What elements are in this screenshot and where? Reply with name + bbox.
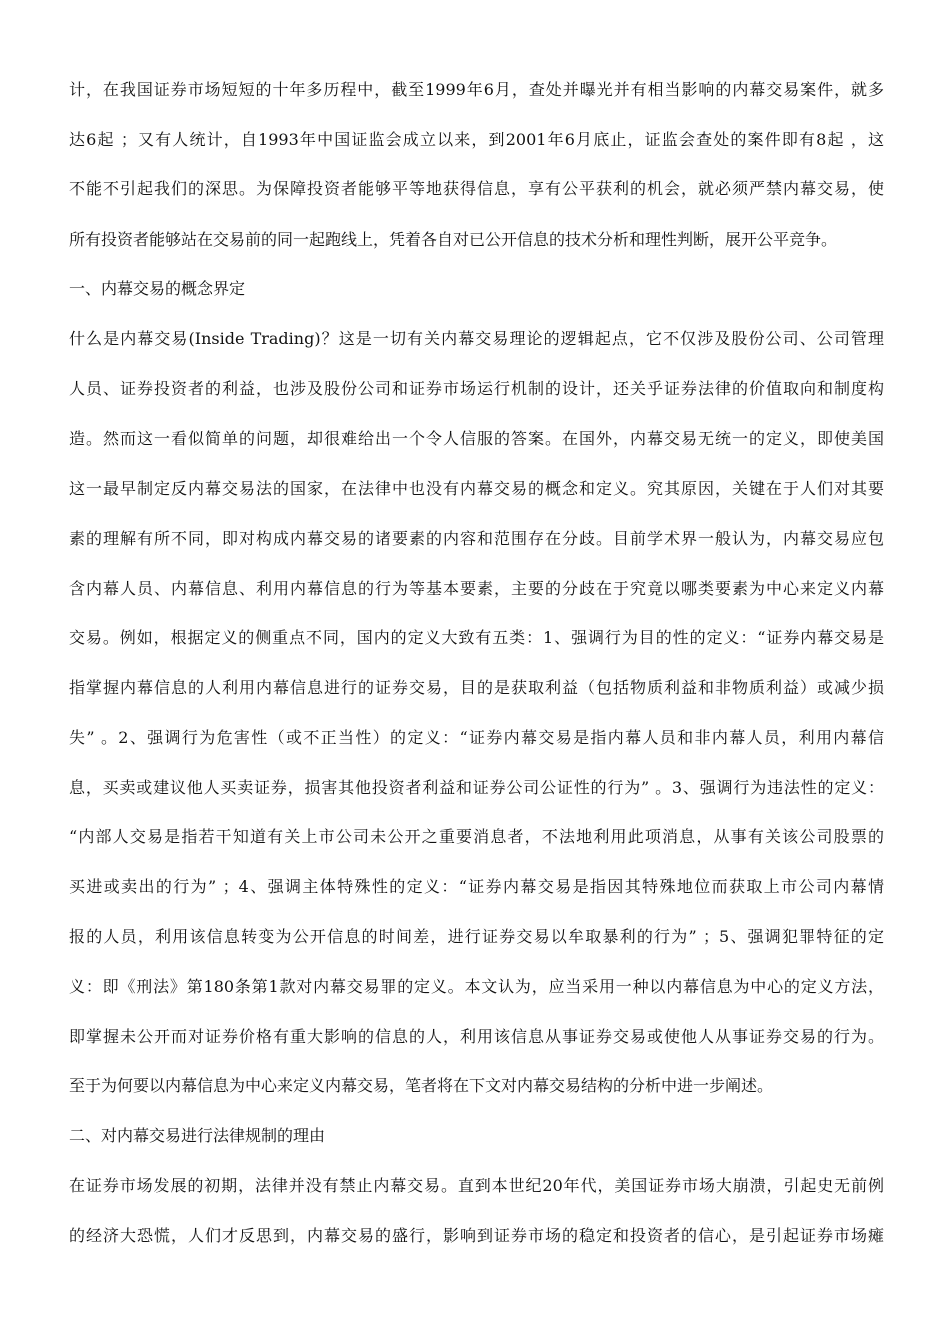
text-line: 素的理解有所不同，即对构成内幕交易的诸要素的内容和范围存在分歧。目前学术界一般认为，内幕交易应包 (69, 529, 884, 548)
text-line: 的经济大恐慌，人们才反思到，内幕交易的盛行，影响到证券市场的稳定和投资者的信心，是引起证券市场瘫 (69, 1226, 884, 1245)
text-line: 计，在我国证券市场短短的十年多历程中，截至1999年6月，查处并曝光并有相当影响的内幕交易案件，就多 (69, 80, 884, 99)
text-line: 买进或卖出的行为” ；4、强调主体特殊性的定义：“证券内幕交易是指因其特殊地位而获取上市公司内幕情 (69, 877, 884, 896)
text-line: 失” 。2、强调行为危害性（或不正当性）的定义：“证券内幕交易是指内幕人员和非内幕人员，利用内幕信 (69, 728, 884, 747)
text-line: 指掌握内幕信息的人利用内幕信息进行的证券交易，目的是获取利益（包括物质利益和非物质利益）或减少损 (69, 678, 884, 697)
text-line: 不能不引起我们的深思。为保障投资者能够平等地获得信息，享有公平获利的机会，就必须严禁内幕交易，使 (69, 179, 884, 198)
text-line: 人员、证券投资者的利益，也涉及股份公司和证券市场运行机制的设计，还关乎证券法律的价值取向和制度构 (69, 379, 884, 398)
text-line: “内部人交易是指若干知道有关上市公司未公开之重要消息者，不法地利用此项消息，从事有关该公司股票的 (69, 827, 884, 846)
section-heading: 二、对内幕交易进行法律规制的理由 (69, 1126, 326, 1145)
text-line: 息，买卖或建议他人买卖证券，损害其他投资者利益和证券公司公证性的行为” 。3、强调行为违法性的定义： (69, 778, 884, 797)
text-line: 什么是内幕交易(Inside Trading)？这是一切有关内幕交易理论的逻辑起点，它不仅涉及股份公司、公司管理 (69, 329, 884, 348)
text-line: 在证券市场发展的初期，法律并没有禁止内幕交易。直到本世纪20年代，美国证券市场大崩溃，引起史无前例 (69, 1176, 884, 1195)
text-line: 造。然而这一看似简单的问题，却很难给出一个令人信服的答案。在国外，内幕交易无统一的定义，即使美国 (69, 429, 884, 448)
text-line: 至于为何要以内幕信息为中心来定义内幕交易，笔者将在下文对内幕交易结构的分析中进一步阐述。 (69, 1076, 774, 1095)
text-line: 即掌握未公开而对证券价格有重大影响的信息的人，利用该信息从事证券交易或使他人从事证券交易的行为。 (69, 1027, 884, 1046)
text-line: 所有投资者能够站在交易前的同一起跑线上，凭着各自对已公开信息的技术分析和理性判断，展开公平竞争。 (69, 230, 838, 249)
text-line: 交易。例如，根据定义的侧重点不同，国内的定义大致有五类：1、强调行为目的性的定义：“证券内幕交易是 (69, 628, 884, 647)
text-line: 报的人员，利用该信息转变为公开信息的时间差，进行证券交易以牟取暴利的行为” ；5、强调犯罪特征的定 (69, 927, 884, 946)
section-heading: 一、内幕交易的概念界定 (69, 279, 246, 298)
text-line: 含内幕人员、内幕信息、利用内幕信息的行为等基本要素，主要的分歧在于究竟以哪类要素为中心来定义内幕 (69, 579, 884, 598)
text-line: 这一最早制定反内幕交易法的国家，在法律中也没有内幕交易的概念和定义。究其原因，关键在于人们对其要 (69, 479, 884, 498)
text-line: 达6起 ；又有人统计，自1993年中国证监会成立以来，到2001年6月底止，证监会查处的案件即有8起 ，这 (69, 130, 884, 149)
text-line: 义：即《刑法》第180条第1款对内幕交易罪的定义。本文认为，应当采用一种以内幕信息为中心的定义方法， (69, 977, 884, 996)
